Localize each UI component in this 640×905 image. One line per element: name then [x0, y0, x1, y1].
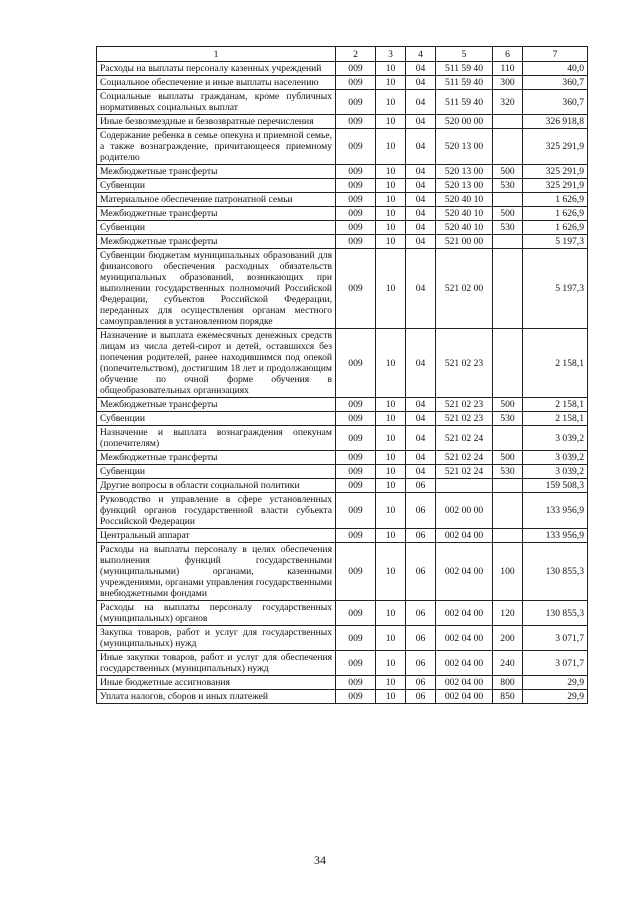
cell-name: Руководство и управление в сфере установленных функций органов государственной власти субъекта Российской Федерации	[97, 493, 336, 529]
cell-grbs: 009	[336, 451, 376, 465]
cell-target-article	[436, 479, 493, 493]
table-row	[97, 249, 588, 329]
cell-expense-type: 500	[493, 165, 523, 179]
table-row	[97, 529, 588, 543]
cell-name: Субвенции	[97, 465, 336, 479]
cell-target-article: 521 02 00	[436, 249, 493, 329]
cell-section: 10	[376, 76, 406, 90]
table-row	[97, 179, 588, 193]
header-cell-3: 3	[376, 47, 406, 62]
cell-subsection: 04	[406, 179, 436, 193]
cell-grbs: 009	[336, 479, 376, 493]
cell-target-article: 002 04 00	[436, 651, 493, 676]
cell-name: Социальное обеспечение и иные выплаты населению	[97, 76, 336, 90]
cell-name: Субвенции бюджетам муниципальных образований для финансового обеспечения расходных обязательств муниципальных образований, возникающих при выполнении государственных полномочий Российской Федерации, субъектов Российской Федерации, переданных для осуществления органам местного самоуправления в установленном порядке	[97, 249, 336, 329]
cell-target-article: 002 04 00	[436, 676, 493, 690]
table-row	[97, 543, 588, 601]
cell-subsection: 06	[406, 529, 436, 543]
cell-amount: 29,9	[523, 690, 588, 704]
cell-subsection: 04	[406, 329, 436, 398]
cell-name: Расходы на выплаты персоналу государственных (муниципальных) органов	[97, 601, 336, 626]
cell-section: 10	[376, 398, 406, 412]
cell-section: 10	[376, 451, 406, 465]
cell-name: Материальное обеспечение патронатной семьи	[97, 193, 336, 207]
cell-section: 10	[376, 165, 406, 179]
cell-subsection: 06	[406, 676, 436, 690]
cell-amount: 2 158,1	[523, 412, 588, 426]
table-row	[97, 90, 588, 115]
cell-subsection: 04	[406, 207, 436, 221]
cell-amount: 1 626,9	[523, 207, 588, 221]
table-row	[97, 601, 588, 626]
cell-target-article: 521 02 24	[436, 426, 493, 451]
cell-expense-type: 120	[493, 601, 523, 626]
cell-grbs: 009	[336, 626, 376, 651]
cell-grbs: 009	[336, 62, 376, 76]
cell-subsection: 06	[406, 690, 436, 704]
cell-section: 10	[376, 493, 406, 529]
cell-grbs: 009	[336, 249, 376, 329]
cell-amount: 325 291,9	[523, 129, 588, 165]
table-row	[97, 690, 588, 704]
table-row	[97, 398, 588, 412]
header-cell-7: 7	[523, 47, 588, 62]
cell-amount: 1 626,9	[523, 221, 588, 235]
cell-target-article: 002 04 00	[436, 543, 493, 601]
cell-name: Иные бюджетные ассигнования	[97, 676, 336, 690]
cell-grbs: 009	[336, 76, 376, 90]
cell-target-article: 002 04 00	[436, 601, 493, 626]
cell-target-article: 002 04 00	[436, 529, 493, 543]
cell-grbs: 009	[336, 426, 376, 451]
cell-section: 10	[376, 193, 406, 207]
cell-amount: 3 039,2	[523, 426, 588, 451]
cell-name: Межбюджетные трансферты	[97, 451, 336, 465]
cell-grbs: 009	[336, 465, 376, 479]
cell-amount: 325 291,9	[523, 165, 588, 179]
header-cell-6: 6	[493, 47, 523, 62]
cell-grbs: 009	[336, 493, 376, 529]
cell-amount: 3 039,2	[523, 451, 588, 465]
cell-expense-type: 110	[493, 62, 523, 76]
cell-amount: 2 158,1	[523, 329, 588, 398]
cell-expense-type: 240	[493, 651, 523, 676]
cell-grbs: 009	[336, 412, 376, 426]
cell-name: Назначение и выплата ежемесячных денежных средств лицам из числа детей-сирот и детей, оставшихся без попечения родителей, ранее находившимся под опекой (попечительством), достигшим 18 лет и продолжающим обучение по очной форме обучения в общеобразовательных организациях	[97, 329, 336, 398]
cell-name: Социальные выплаты гражданам, кроме публичных нормативных социальных выплат	[97, 90, 336, 115]
cell-amount: 3 071,7	[523, 626, 588, 651]
cell-section: 10	[376, 115, 406, 129]
cell-subsection: 06	[406, 626, 436, 651]
cell-expense-type	[493, 115, 523, 129]
cell-expense-type	[493, 529, 523, 543]
cell-amount: 360,7	[523, 90, 588, 115]
cell-section: 10	[376, 90, 406, 115]
table-row	[97, 115, 588, 129]
table-row	[97, 165, 588, 179]
cell-target-article: 511 59 40	[436, 90, 493, 115]
cell-section: 10	[376, 221, 406, 235]
cell-amount: 133 956,9	[523, 529, 588, 543]
cell-target-article: 520 13 00	[436, 179, 493, 193]
cell-name: Субвенции	[97, 179, 336, 193]
cell-target-article: 511 59 40	[436, 62, 493, 76]
cell-grbs: 009	[336, 651, 376, 676]
cell-subsection: 04	[406, 235, 436, 249]
cell-target-article: 521 00 00	[436, 235, 493, 249]
cell-subsection: 04	[406, 90, 436, 115]
cell-name: Межбюджетные трансферты	[97, 207, 336, 221]
cell-expense-type	[493, 479, 523, 493]
cell-amount: 2 158,1	[523, 398, 588, 412]
cell-subsection: 04	[406, 193, 436, 207]
cell-subsection: 04	[406, 62, 436, 76]
cell-grbs: 009	[336, 398, 376, 412]
cell-section: 10	[376, 62, 406, 76]
cell-amount: 3 071,7	[523, 651, 588, 676]
table-row	[97, 76, 588, 90]
cell-grbs: 009	[336, 690, 376, 704]
cell-subsection: 04	[406, 221, 436, 235]
cell-subsection: 04	[406, 426, 436, 451]
table-row	[97, 479, 588, 493]
cell-amount: 130 855,3	[523, 543, 588, 601]
cell-section: 10	[376, 249, 406, 329]
cell-target-article: 520 40 10	[436, 207, 493, 221]
cell-amount: 130 855,3	[523, 601, 588, 626]
cell-grbs: 009	[336, 676, 376, 690]
cell-name: Межбюджетные трансферты	[97, 398, 336, 412]
cell-expense-type: 800	[493, 676, 523, 690]
cell-subsection: 04	[406, 398, 436, 412]
cell-name: Другие вопросы в области социальной политики	[97, 479, 336, 493]
cell-expense-type: 100	[493, 543, 523, 601]
cell-name: Закупка товаров, работ и услуг для государственных (муниципальных) нужд	[97, 626, 336, 651]
cell-amount: 5 197,3	[523, 235, 588, 249]
cell-name: Межбюджетные трансферты	[97, 235, 336, 249]
cell-amount: 29,9	[523, 676, 588, 690]
cell-grbs: 009	[336, 329, 376, 398]
cell-expense-type: 200	[493, 626, 523, 651]
cell-amount: 325 291,9	[523, 179, 588, 193]
cell-expense-type: 530	[493, 412, 523, 426]
cell-grbs: 009	[336, 543, 376, 601]
cell-expense-type	[493, 493, 523, 529]
cell-section: 10	[376, 426, 406, 451]
cell-expense-type	[493, 249, 523, 329]
cell-amount: 5 197,3	[523, 249, 588, 329]
cell-name: Субвенции	[97, 412, 336, 426]
cell-target-article: 520 00 00	[436, 115, 493, 129]
cell-subsection: 06	[406, 479, 436, 493]
cell-grbs: 009	[336, 90, 376, 115]
header-cell-1: 1	[97, 47, 336, 62]
cell-amount: 1 626,9	[523, 193, 588, 207]
cell-target-article: 521 02 23	[436, 329, 493, 398]
cell-subsection: 04	[406, 76, 436, 90]
cell-expense-type: 850	[493, 690, 523, 704]
cell-expense-type	[493, 193, 523, 207]
cell-grbs: 009	[336, 601, 376, 626]
cell-section: 10	[376, 412, 406, 426]
header-row	[97, 47, 588, 62]
cell-section: 10	[376, 465, 406, 479]
cell-subsection: 04	[406, 465, 436, 479]
header-cell-4: 4	[406, 47, 436, 62]
cell-grbs: 009	[336, 221, 376, 235]
cell-name: Уплата налогов, сборов и иных платежей	[97, 690, 336, 704]
cell-subsection: 04	[406, 129, 436, 165]
cell-grbs: 009	[336, 179, 376, 193]
table-row	[97, 676, 588, 690]
page-number: 34	[314, 853, 326, 867]
table-row	[97, 412, 588, 426]
cell-target-article: 521 02 23	[436, 412, 493, 426]
cell-name: Расходы на выплаты персоналу в целях обеспечения выполнения функций государственными (муниципальными) органами, казенными учреждениями, органами управления государственными внебюджетными фондами	[97, 543, 336, 601]
table-row	[97, 651, 588, 676]
cell-section: 10	[376, 543, 406, 601]
cell-subsection: 04	[406, 451, 436, 465]
table-row	[97, 493, 588, 529]
cell-expense-type: 530	[493, 221, 523, 235]
table-row	[97, 451, 588, 465]
cell-subsection: 06	[406, 651, 436, 676]
cell-section: 10	[376, 601, 406, 626]
cell-section: 10	[376, 690, 406, 704]
cell-subsection: 04	[406, 115, 436, 129]
cell-target-article: 511 59 40	[436, 76, 493, 90]
table-row	[97, 193, 588, 207]
cell-grbs: 009	[336, 207, 376, 221]
cell-expense-type	[493, 235, 523, 249]
cell-expense-type	[493, 129, 523, 165]
cell-section: 10	[376, 479, 406, 493]
cell-expense-type: 530	[493, 465, 523, 479]
cell-section: 10	[376, 129, 406, 165]
cell-expense-type: 500	[493, 398, 523, 412]
table-row	[97, 235, 588, 249]
cell-section: 10	[376, 179, 406, 193]
cell-target-article: 520 40 10	[436, 221, 493, 235]
header-cell-5: 5	[436, 47, 493, 62]
cell-target-article: 521 02 23	[436, 398, 493, 412]
cell-name: Центральный аппарат	[97, 529, 336, 543]
cell-grbs: 009	[336, 529, 376, 543]
cell-target-article: 520 13 00	[436, 129, 493, 165]
cell-expense-type	[493, 329, 523, 398]
cell-section: 10	[376, 626, 406, 651]
cell-amount: 326 918,8	[523, 115, 588, 129]
table-row	[97, 129, 588, 165]
cell-expense-type	[493, 426, 523, 451]
cell-target-article: 520 40 10	[436, 193, 493, 207]
cell-target-article: 002 04 00	[436, 626, 493, 651]
cell-grbs: 009	[336, 115, 376, 129]
cell-section: 10	[376, 235, 406, 249]
cell-name: Субвенции	[97, 221, 336, 235]
table-row	[97, 465, 588, 479]
cell-target-article: 002 04 00	[436, 690, 493, 704]
cell-grbs: 009	[336, 165, 376, 179]
table-row	[97, 62, 588, 76]
cell-name: Иные закупки товаров, работ и услуг для обеспечения государственных (муниципальных) нужд	[97, 651, 336, 676]
cell-target-article: 521 02 24	[436, 451, 493, 465]
cell-grbs: 009	[336, 129, 376, 165]
cell-grbs: 009	[336, 193, 376, 207]
cell-name: Межбюджетные трансферты	[97, 165, 336, 179]
cell-grbs: 009	[336, 235, 376, 249]
table-row	[97, 426, 588, 451]
cell-amount: 40,0	[523, 62, 588, 76]
cell-name: Расходы на выплаты персоналу казенных учреждений	[97, 62, 336, 76]
cell-section: 10	[376, 529, 406, 543]
cell-subsection: 04	[406, 412, 436, 426]
cell-expense-type: 530	[493, 179, 523, 193]
cell-subsection: 04	[406, 165, 436, 179]
cell-subsection: 06	[406, 543, 436, 601]
table-row	[97, 329, 588, 398]
table-body	[97, 62, 588, 704]
cell-expense-type: 500	[493, 451, 523, 465]
cell-amount: 3 039,2	[523, 465, 588, 479]
header-cell-2: 2	[336, 47, 376, 62]
table-row	[97, 626, 588, 651]
cell-name: Назначение и выплата вознаграждения опекунам (попечителям)	[97, 426, 336, 451]
cell-target-article: 520 13 00	[436, 165, 493, 179]
cell-amount: 159 508,3	[523, 479, 588, 493]
cell-amount: 133 956,9	[523, 493, 588, 529]
cell-section: 10	[376, 676, 406, 690]
cell-amount: 360,7	[523, 76, 588, 90]
cell-expense-type: 300	[493, 76, 523, 90]
cell-target-article: 002 00 00	[436, 493, 493, 529]
cell-name: Иные безвозмездные и безвозвратные перечисления	[97, 115, 336, 129]
cell-expense-type: 500	[493, 207, 523, 221]
budget-table	[96, 46, 588, 704]
cell-section: 10	[376, 651, 406, 676]
cell-subsection: 06	[406, 601, 436, 626]
cell-section: 10	[376, 329, 406, 398]
cell-subsection: 06	[406, 493, 436, 529]
cell-expense-type: 320	[493, 90, 523, 115]
table-row	[97, 207, 588, 221]
cell-subsection: 04	[406, 249, 436, 329]
cell-section: 10	[376, 207, 406, 221]
cell-target-article: 521 02 24	[436, 465, 493, 479]
table-row	[97, 221, 588, 235]
cell-name: Содержание ребенка в семье опекуна и приемной семье, а также вознаграждение, причитающееся приемному родителю	[97, 129, 336, 165]
